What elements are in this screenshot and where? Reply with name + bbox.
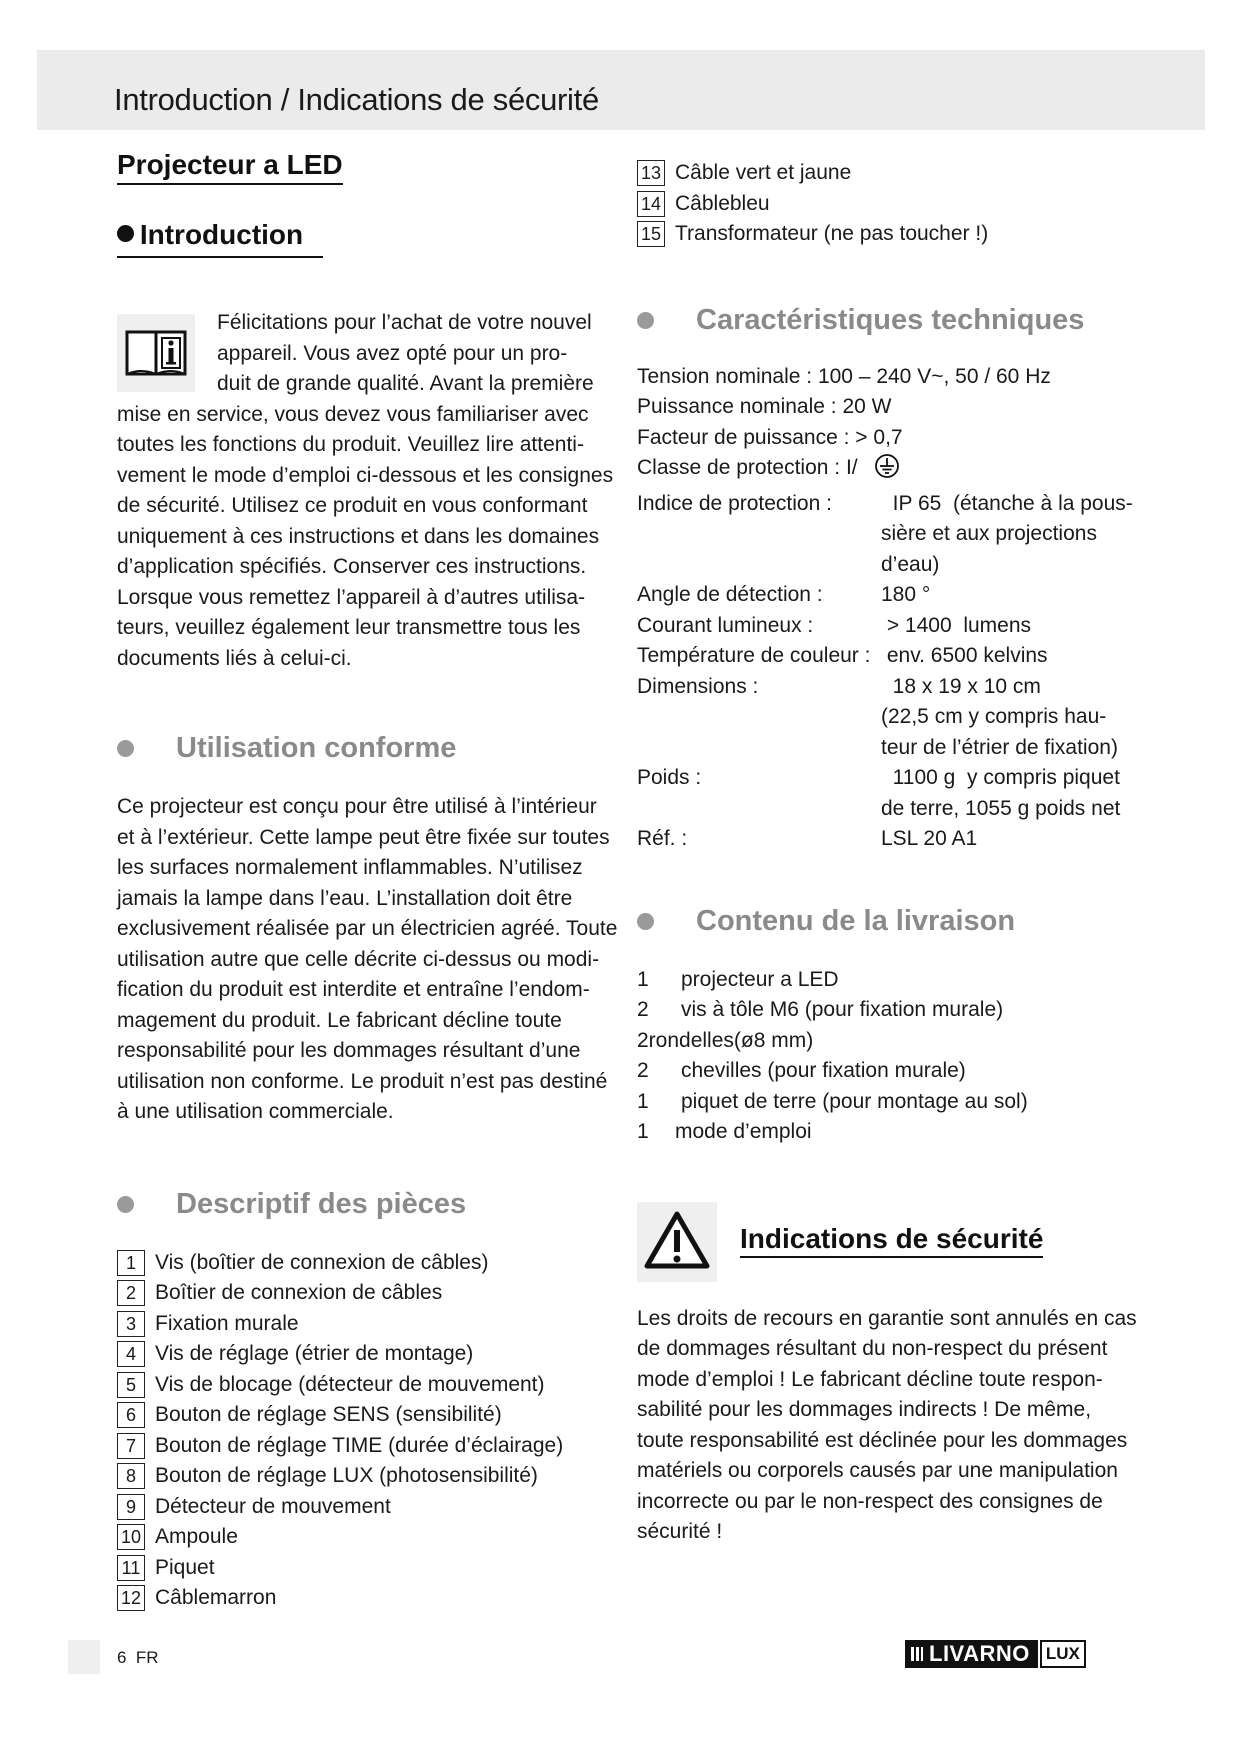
safety-line: matériels ou corporels causés par une manipulation xyxy=(637,1459,1118,1482)
usage-line: exclusivement réalisée par un électricien agréé. Toute xyxy=(117,917,618,940)
intro-line: de sécurité. Utilisez ce produit en vous conformant xyxy=(117,494,588,517)
page-number: 6 FR xyxy=(117,1648,159,1667)
intro-line: documents liés à celui-ci. xyxy=(117,646,352,670)
safety-line: toute responsabilité est déclinée pour les dommages xyxy=(637,1428,1128,1452)
usage-line: responsabilité pour les dommages résultant d’une xyxy=(117,1039,581,1062)
usage-line: les surfaces normalement inflammables. N’utilisez xyxy=(117,856,583,879)
list-item: 11 Piquet xyxy=(117,1553,607,1584)
safety-header xyxy=(637,1202,1157,1282)
spec-row: Facteur de puissance : > 0,7 xyxy=(637,425,903,449)
intro-line: mise en service, vous devez vous familiariser avec xyxy=(117,402,589,426)
list-item: 12 Câblemarron xyxy=(117,1583,607,1614)
usage-line: fication du produit est interdite et entraîne l’endom- xyxy=(117,978,590,1001)
bullet-icon xyxy=(117,1196,134,1213)
spec-row: Dimensions : 18 x 19 x 10 cm (22,5 cm y compris hau- teur de l’étrier de fixation) xyxy=(637,674,1118,759)
safety-line: mode d’emploi ! Le fabricant décline toute respon- xyxy=(637,1367,1103,1391)
list-item: 2rondelles(ø8 mm) xyxy=(637,1028,814,1052)
list-item: 15 Transformateur (ne pas toucher !) xyxy=(637,219,1157,250)
usage-line: utilisation non conforme. Le produit n’est pas destiné xyxy=(117,1069,608,1093)
list-item: 1 Vis (boîtier de connexion de câbles) xyxy=(117,1248,607,1279)
usage-line: et à l’extérieur. Cette lampe peut être fixée sur toutes xyxy=(117,825,610,849)
usage-line: à une utilisation commerciale. xyxy=(117,1100,394,1123)
bullet-icon xyxy=(117,225,134,242)
info-book-icon xyxy=(117,314,195,392)
specs-table xyxy=(637,362,1157,855)
parts-heading: Descriptif des pièces xyxy=(117,1186,607,1222)
bullet-icon xyxy=(637,913,654,930)
safety-line: sécurité ! xyxy=(637,1520,723,1543)
spec-row: Réf. : LSL 20 A1 xyxy=(637,827,978,850)
safety-line: sabilité pour les dommages indirects ! De même, xyxy=(637,1398,1092,1421)
parts-list xyxy=(117,1248,607,1614)
bullet-icon xyxy=(637,312,654,329)
list-item: 13 Câble vert et jaune xyxy=(637,158,1157,189)
list-item: 1 mode d’emploi xyxy=(637,1120,812,1143)
safety-title: Indications de sécurité xyxy=(740,1224,1043,1259)
page-title: Introduction / Indications de sécurité xyxy=(114,82,599,117)
list-item: 4 Vis de réglage (étrier de montage) xyxy=(117,1339,607,1370)
delivery-heading: Contenu de la livraison xyxy=(637,903,1157,939)
product-title: Projecteur a LED xyxy=(117,150,343,185)
list-item: 14 Câblebleu xyxy=(637,189,1157,220)
spec-row: Angle de détection : 180 ° xyxy=(637,583,931,606)
usage-line: jamais la lampe dans l’eau. L’installation doit être xyxy=(117,886,573,910)
spec-row: Puissance nominale : 20 W xyxy=(637,395,892,418)
brand-logo: LIVARNO LUX xyxy=(905,1640,1086,1668)
safety-line: de dommages résultant du non-respect du présent xyxy=(637,1337,1108,1360)
list-item: 1 projecteur a LED xyxy=(637,967,839,991)
intro-block xyxy=(117,308,614,674)
list-item: 2 chevilles (pour fixation murale) xyxy=(637,1059,966,1082)
list-item: 7 Bouton de réglage TIME (durée d’éclairage) xyxy=(117,1431,607,1462)
list-item: 10 Ampoule xyxy=(117,1522,607,1553)
spec-row: Poids : 1100 g y compris piquet de terre, 1055 g poids net xyxy=(637,766,1121,820)
list-item: 3 Fixation murale xyxy=(117,1309,607,1340)
right-column xyxy=(637,150,1157,1548)
spec-row: Indice de protection : IP 65 (étanche à la pous- sière et aux projections d’eau) xyxy=(637,491,1133,576)
usage-heading: Utilisation conforme xyxy=(117,730,607,766)
usage-text xyxy=(117,792,618,1128)
specs-heading: Caractéristiques techniques xyxy=(637,302,1157,338)
intro-line: appareil. Vous avez opté pour un pro- xyxy=(217,341,568,365)
spec-row: Tension nominale : 100 – 240 V~, 50 / 60 Hz xyxy=(637,364,1051,388)
list-item: 9 Détecteur de mouvement xyxy=(117,1492,607,1523)
intro-line: d’application spécifiés. Conserver ces instructions. xyxy=(117,555,587,578)
usage-line: magement du produit. Le fabricant décline toute xyxy=(117,1008,562,1032)
warning-icon xyxy=(637,1202,717,1282)
spec-row: Courant lumineux : > 1400 lumens xyxy=(637,613,1032,637)
safety-text xyxy=(637,1304,1157,1548)
intro-line: Lorsque vous remettez l’appareil à d’autres utilisa- xyxy=(117,585,586,609)
list-item: 2 Boîtier de connexion de câbles xyxy=(117,1278,607,1309)
parts-list-continued xyxy=(637,158,1157,250)
logo-mark-icon xyxy=(911,1647,923,1661)
list-item: 1 piquet de terre (pour montage au sol) xyxy=(637,1089,1028,1113)
intro-line: Félicitations pour l’achat de votre nouvel xyxy=(217,311,592,334)
intro-line: vement le mode d’emploi ci-dessous et les consignes xyxy=(117,463,614,487)
list-item: 5 Vis de blocage (détecteur de mouvement) xyxy=(117,1370,607,1401)
list-item: 2 vis à tôle M6 (pour fixation murale) xyxy=(637,998,1004,1021)
delivery-list xyxy=(637,965,1157,1148)
intro-line: teurs, veuillez également leur transmettre tous les xyxy=(117,616,581,639)
intro-line: uniquement à ces instructions et dans les domaines xyxy=(117,524,600,548)
earth-ground-icon xyxy=(874,453,900,489)
safety-line: incorrecte ou par le non-respect des consignes de xyxy=(637,1489,1103,1513)
safety-line: Les droits de recours en garantie sont annulés en cas xyxy=(637,1306,1137,1330)
left-column xyxy=(117,149,618,1614)
footer-tab xyxy=(68,1640,100,1674)
bullet-icon xyxy=(117,740,134,757)
usage-line: Ce projecteur est conçu pour être utilisé à l’intérieur xyxy=(117,795,597,818)
intro-line: duit de grande qualité. Avant la première xyxy=(217,372,594,395)
spec-row: Classe de protection : I/ xyxy=(637,453,1157,489)
intro-line: toutes les fonctions du produit. Veuillez lire attenti- xyxy=(117,433,584,456)
list-item: 6 Bouton de réglage SENS (sensibilité) xyxy=(117,1400,607,1431)
usage-line: utilisation autre que celle décrite ci-dessus ou modi- xyxy=(117,947,600,971)
spec-row: Température de couleur : env. 6500 kelvins xyxy=(637,644,1048,667)
introduction-heading: Introduction xyxy=(117,220,323,258)
list-item: 8 Bouton de réglage LUX (photosensibilité) xyxy=(117,1461,607,1492)
